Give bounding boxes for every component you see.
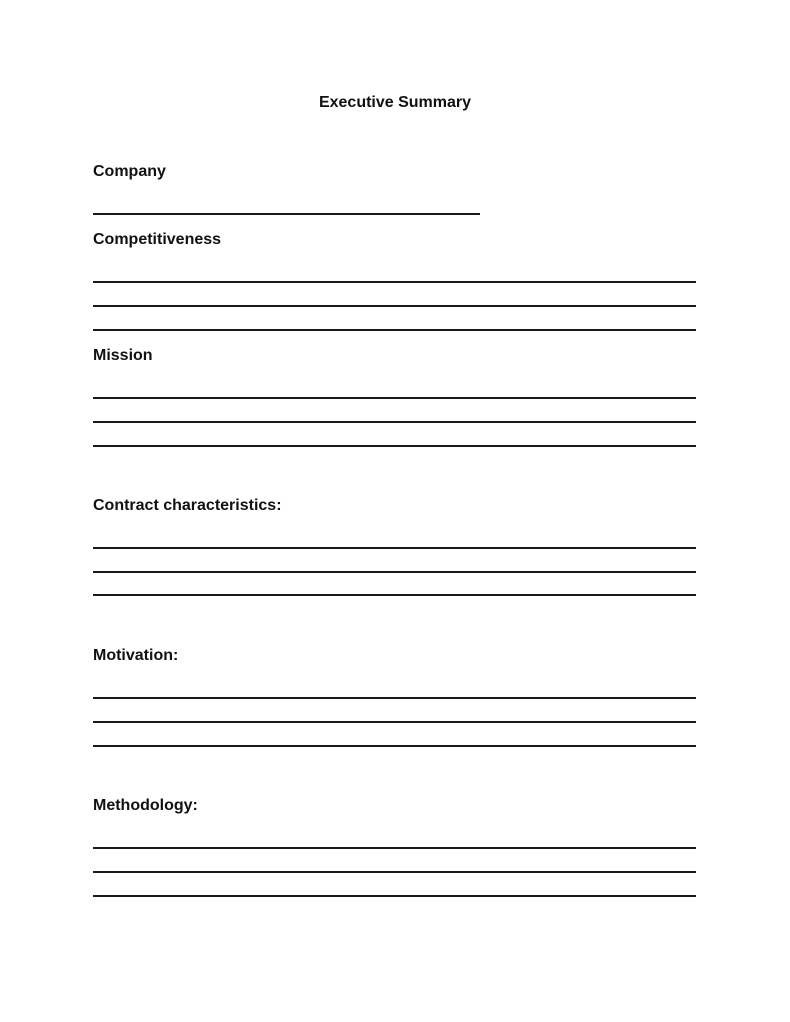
fill-line-methodology-3[interactable] bbox=[93, 895, 696, 897]
fill-line-motivation-1[interactable] bbox=[93, 697, 696, 699]
fill-line-mission-2[interactable] bbox=[93, 421, 696, 423]
fill-line-competitiveness-2[interactable] bbox=[93, 305, 696, 307]
fill-line-mission-1[interactable] bbox=[93, 397, 696, 399]
section-label-mission: Mission bbox=[93, 347, 153, 364]
fill-line-contract-2[interactable] bbox=[93, 571, 696, 573]
fill-line-contract-1[interactable] bbox=[93, 547, 696, 549]
fill-line-mission-3[interactable] bbox=[93, 445, 696, 447]
section-label-company: Company bbox=[93, 163, 166, 180]
fill-line-company[interactable] bbox=[93, 213, 480, 215]
fill-line-methodology-2[interactable] bbox=[93, 871, 696, 873]
fill-line-competitiveness-1[interactable] bbox=[93, 281, 696, 283]
fill-line-contract-3[interactable] bbox=[93, 594, 696, 596]
page-title: Executive Summary bbox=[318, 94, 472, 111]
fill-line-motivation-3[interactable] bbox=[93, 745, 696, 747]
fill-line-competitiveness-3[interactable] bbox=[93, 329, 696, 331]
fill-line-methodology-1[interactable] bbox=[93, 847, 696, 849]
fill-line-motivation-2[interactable] bbox=[93, 721, 696, 723]
section-label-methodology: Methodology: bbox=[93, 797, 198, 814]
section-label-competitiveness: Competitiveness bbox=[93, 231, 222, 248]
section-label-contract: Contract characteristics: bbox=[93, 497, 282, 514]
section-label-motivation: Motivation: bbox=[93, 647, 179, 664]
